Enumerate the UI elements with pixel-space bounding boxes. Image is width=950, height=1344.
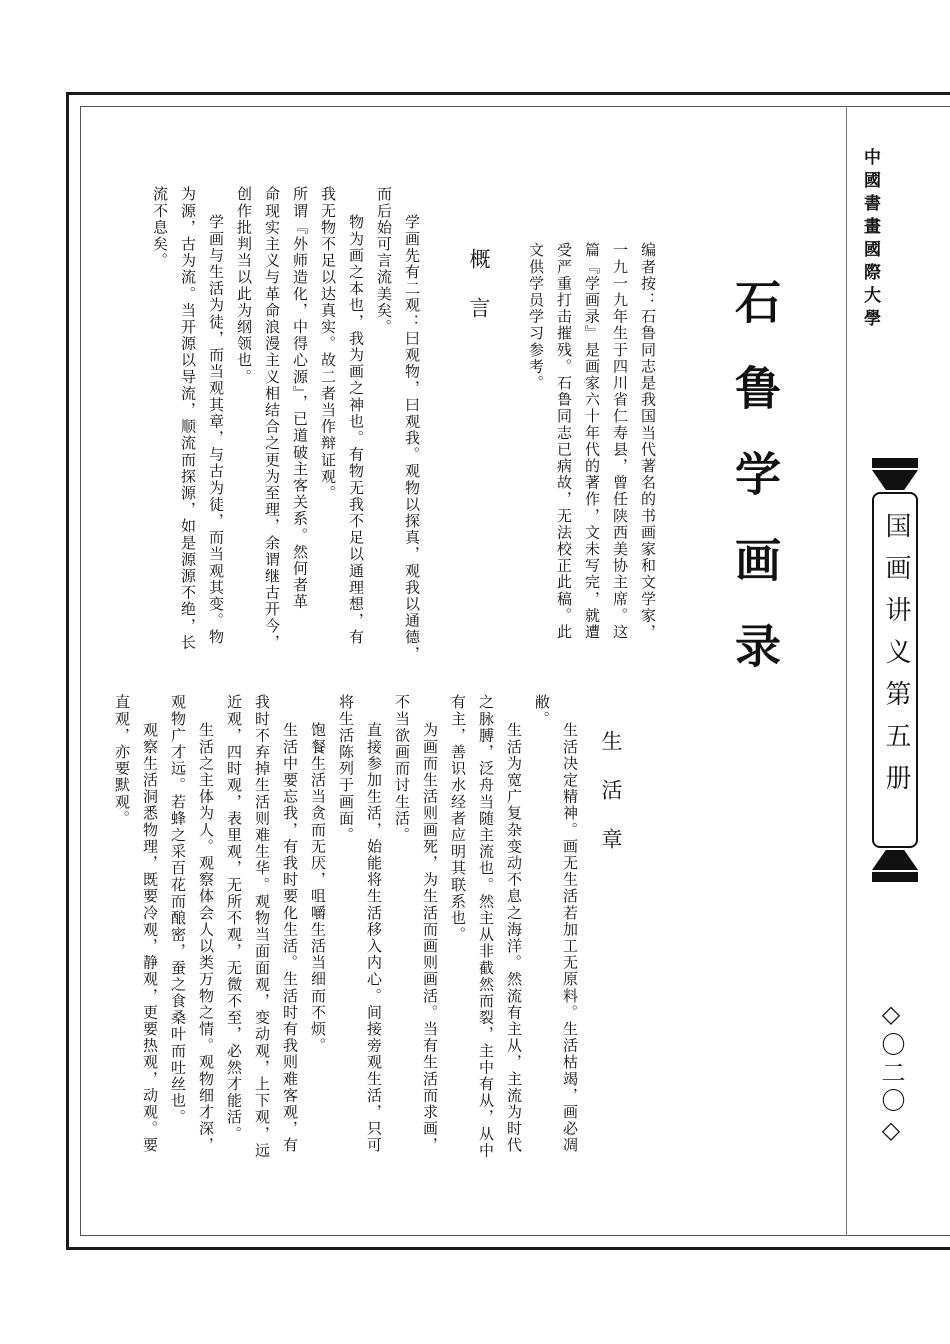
- body-line: 观察生活洞悉物理，既要冷观，静观，更要热观，动观。要: [141, 722, 159, 1154]
- volume-label: 国画讲义第五册: [881, 512, 911, 806]
- volume-bar-bottom: [872, 872, 918, 882]
- body-line: 饱餐生活当贪而无厌，咀嚼生活当细而不烦。: [309, 722, 327, 1054]
- article-title: 石鲁学画录: [728, 278, 782, 708]
- body-line: 我时不弃掉生活则难生华。观物当面面观，变动观，上下观，远: [253, 694, 271, 1159]
- body-line: 生活中要忘我，有我时要化生活。生活时有我则难客观，有: [281, 722, 299, 1154]
- body-line: 为源，古为流。当开源以导流，顺流而探源，如是源源不绝，长: [179, 186, 197, 651]
- volume-bar-top: [872, 458, 918, 468]
- body-line: 生活为宽广复杂变动不息之海洋。然流有主从，主流为时代: [505, 722, 523, 1154]
- body-line: 有主，善识水经者应明其联系也。: [449, 694, 467, 943]
- body-line: 将生活陈列于画面。: [337, 694, 355, 844]
- body-line: 之脉膊，泛舟当随主流也。然主从非截然而裂，主中有从，从中: [477, 694, 495, 1159]
- body-line: 物为画之本也，我为画之神也。有物无我不足以通理想，有: [347, 214, 365, 646]
- body-line: 近观，四时观，表里观，无所不观，无微不至，必然才能活。: [225, 694, 243, 1143]
- body-line: 创作批判当以此为纲领也。: [235, 186, 253, 386]
- body-line: 流不息矣。: [151, 186, 169, 269]
- editor-note-line: 编者按：石鲁同志是我国当代著名的书画家和文学家，: [639, 242, 657, 641]
- series-name: 中國書畫國際大學: [860, 148, 880, 332]
- body-line: 直接参加生活，始能将生活移入内心。间接旁观生活，只可: [365, 722, 383, 1154]
- editor-note-line: 文供学员学习参考。: [527, 242, 545, 392]
- side-divider: [846, 106, 847, 1236]
- body-line: 为画而生活则画死，为生活而画则画活。当有生活而求画，: [421, 722, 439, 1154]
- editor-note-line: 受严重打击摧残。石鲁同志已病故，无法校正此稿。此: [555, 242, 573, 641]
- page-number: ◇〇二〇◇: [877, 1000, 905, 1148]
- section-heading-overview: 概言: [467, 248, 491, 346]
- body-line: 所谓『外师造化，中得心源』，已道破主客关系。然何者革: [291, 186, 309, 611]
- body-line: 学画与生活为徒，而当观其章，与古为徒，而当观其变。物: [207, 214, 225, 646]
- body-line: 命现实主义与革命浪漫主义相结合之更为至理，余谓继古开今，: [263, 186, 281, 651]
- body-line: 生活之主体为人。观察体会人以类万物之情。观物细才深，: [197, 722, 215, 1154]
- editor-note-line: 篇『学画录』是画家六十年代的著作，文未写完，就遭: [583, 242, 601, 641]
- body-line: 而后始可言流美矣。: [375, 186, 393, 336]
- body-line: 观物广才远。若蜂之采百花而酿密，蚕之食桑叶而吐丝也。: [169, 694, 187, 1126]
- editor-note-line: 一九一九年生于四川省仁寿县，曾任陕西美协主席。这: [611, 242, 629, 641]
- section-heading-life: 生活章: [599, 730, 623, 877]
- body-line: 学画先有二观：曰观物，曰观我。观物以探真，观我以通德，: [403, 214, 421, 663]
- body-line: 生活决定精神。画无生活若加工无原料。生活枯竭，画必凋: [561, 722, 579, 1154]
- body-line: 敝。: [533, 694, 551, 728]
- body-line: 我无物不足以达真实。故二者当作辩证观。: [319, 186, 337, 502]
- body-line: 直观，亦要默观。: [113, 694, 131, 827]
- body-line: 不当欲画而讨生活。: [393, 694, 411, 844]
